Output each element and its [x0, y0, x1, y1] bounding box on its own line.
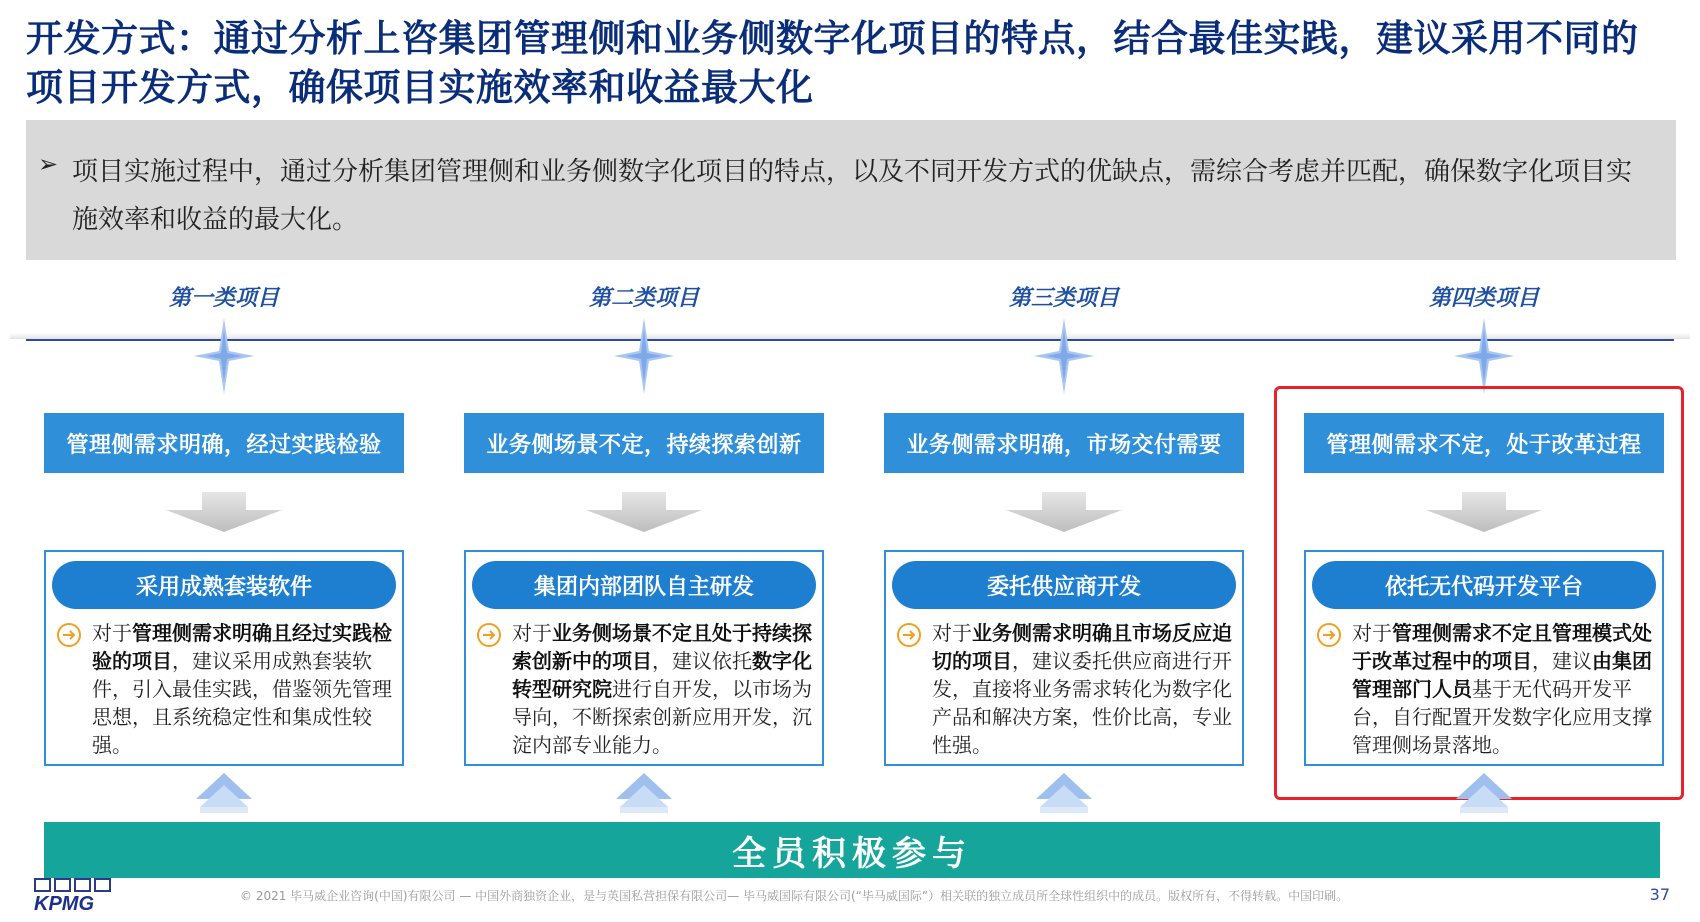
copyright-footer: © 2021 毕马威企业咨询(中国)有限公司 — 中国外商独资企业，是与英国私营担保有限公司— 毕马威国际有限公司(“毕马威国际”）相关联的独立成员所全球性组织中的成员。版权所有，不得转载。中国印刷。 [240, 889, 1349, 903]
summary-box [26, 120, 1676, 260]
up-arrow-icon [1456, 773, 1512, 813]
category-heading-4: 管理侧需求不定，处于改革过程 [1304, 413, 1664, 473]
participation-bar: 全员积极参与 [44, 822, 1660, 878]
kpmg-logo: KPMG [34, 878, 118, 916]
category-label-2: 第二类项目 [588, 286, 699, 311]
down-arrow-icon [586, 492, 702, 532]
summary-text: 项目实施过程中，通过分析集团管理侧和业务侧数字化项目的特点，以及不同开发方式的优缺点，需综合考虑并匹配，确保数字化项目实施效率和收益的最大化。 [72, 157, 1633, 235]
highlight-frame [1274, 386, 1684, 800]
up-arrow-icon [1036, 773, 1092, 813]
approach-description: 对于管理侧需求明确且经过实践检验的项目，建议采用成熟套装软件，引入最佳实践，借鉴领先管理思想，且系统稳定性和集成性较强。 [92, 621, 392, 757]
category-heading-1: 管理侧需求明确，经过实践检验 [44, 413, 404, 473]
down-arrow-icon [166, 492, 282, 532]
arrow-bullet-icon: ➢ [38, 150, 59, 178]
up-arrow-icon [196, 773, 252, 813]
timeline-line [26, 339, 1674, 341]
arrow-circle-icon [476, 622, 502, 648]
category-heading-3: 业务侧需求明确，市场交付需要 [884, 413, 1244, 473]
approach-description: 对于业务侧需求明确且市场反应迫切的项目，建议委托供应商进行开发，直接将业务需求转化为数字化产品和解决方案，性价比高，专业性强。 [932, 621, 1232, 757]
arrow-circle-icon [56, 622, 82, 648]
approach-pill: 集团内部团队自主研发 [472, 561, 816, 609]
star-marker-icon [1454, 318, 1514, 394]
arrow-circle-icon [896, 622, 922, 648]
category-label-3: 第三类项目 [1008, 286, 1119, 311]
up-arrow-icon [616, 773, 672, 813]
category-label-4: 第四类项目 [1428, 286, 1539, 311]
down-arrow-icon [1006, 492, 1122, 532]
star-marker-icon [614, 318, 674, 394]
page-number: 37 [1649, 885, 1670, 904]
approach-card-3 [884, 550, 1244, 766]
approach-pill: 委托供应商开发 [892, 561, 1236, 609]
star-marker-icon [1034, 318, 1094, 394]
approach-card-1 [44, 550, 404, 766]
star-marker-icon [194, 318, 254, 394]
page-title: 开发方式：通过分析上咨集团管理侧和业务侧数字化项目的特点，结合最佳实践，建议采用不同的项目开发方式，确保项目实施效率和收益最大化 [26, 17, 1639, 109]
approach-card-2 [464, 550, 824, 766]
category-label-1: 第一类项目 [168, 286, 279, 311]
approach-pill: 采用成熟套装软件 [52, 561, 396, 609]
approach-description: 对于管理侧需求不定且管理模式处于改革过程中的项目，建议由集团管理部门人员基于无代码开发平台，自行配置开发数字化应用支撑管理侧场景落地。 [1352, 621, 1652, 757]
approach-pill: 依托无代码开发平台 [1312, 561, 1656, 609]
category-heading-2: 业务侧场景不定，持续探索创新 [464, 413, 824, 473]
approach-description: 对于业务侧场景不定且处于持续探索创新中的项目，建议依托数字化转型研究院进行自开发，以市场为导向，不断探索创新应用开发，沉淀内部专业能力。 [512, 621, 812, 757]
